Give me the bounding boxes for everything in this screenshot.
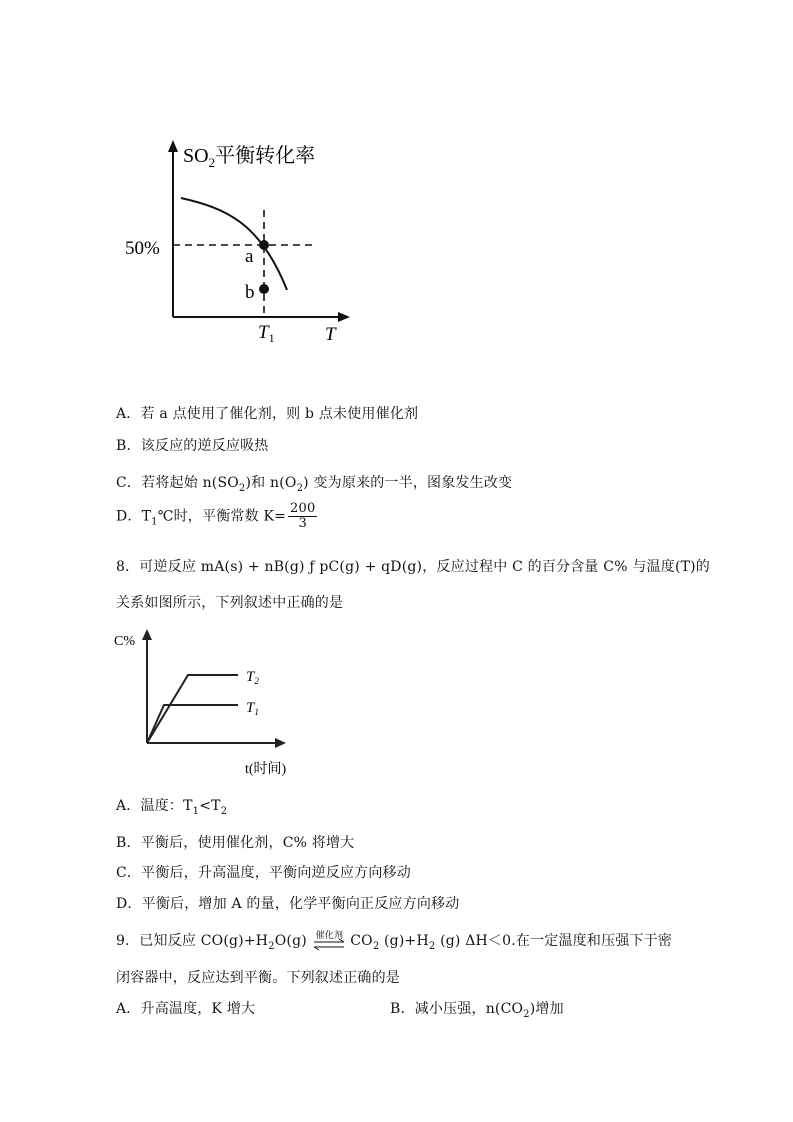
figure2-label-t1: $T_1$ xyxy=(246,700,259,717)
q8-stem-line2: 关系如图所示，下列叙述中正确的是 xyxy=(116,595,344,611)
figure1-ylabel: $SO_2$平衡转化率 xyxy=(183,145,316,170)
q9-option-a: A．升高温度，K 增大 xyxy=(116,1001,256,1017)
figure2-xlabel: t(时间) xyxy=(245,762,287,777)
reversible-arrow-with-catalyst: 催化剂 xyxy=(312,934,346,948)
q9-stem-line2: 闭容器中，反应达到平衡。下列叙述正确的是 xyxy=(116,970,400,986)
q7-option-d: D．$T_1℃$时，平衡常数 K= $\frac{200}{3}$ xyxy=(116,501,316,531)
q7-option-a: A．若 a 点使用了催化剂，则 b 点未使用催化剂 xyxy=(116,406,419,422)
q8-option-d: D．平衡后，增加 A 的量，化学平衡向正反应方向移动 xyxy=(116,896,460,912)
figure2-ylabel: C% xyxy=(114,634,135,649)
figure1-xlabel: T xyxy=(325,324,336,345)
q9-stem-line1: 9．已知反应 $CO(g)+H_2O(g)$ 催化剂 $CO_2$ $(g)+H_2$ (g) ΔH＜0.在一定温度和压强下于密 xyxy=(116,931,673,952)
figure1-xtick: $T_1$ xyxy=(258,322,275,345)
q7-option-b: B．该反应的逆反应吸热 xyxy=(116,438,269,454)
q8-option-c: C．平衡后，升高温度，平衡向逆反应方向移动 xyxy=(116,865,411,881)
equilibrium-constant-fraction: $\frac{200}{3}$ xyxy=(290,501,316,531)
c-percent-time-figure xyxy=(110,625,310,780)
so2-conversion-figure xyxy=(115,130,365,350)
point-b-label: b xyxy=(245,282,255,303)
q8-stem-line1: 8．可逆反应 mA(s) + nB(g) ƒ pC(g) + qD(g)，反应过程中 C 的百分含量 C% 与温度(T)的 xyxy=(116,559,711,575)
q7-option-c: C．若将起始 $n(SO_2)$和 $n(O_2)$ 变为原来的一半，图象发生改变 xyxy=(116,475,513,494)
figure2-label-t2: $T_2$ xyxy=(246,669,259,686)
q8-option-b: B．平衡后，使用催化剂，C% 将增大 xyxy=(116,835,355,851)
q8-option-a: A．温度：$T_1<T_2$ xyxy=(116,798,228,817)
figure1-ytick: 50% xyxy=(125,238,160,259)
q9-option-b: B．减小压强，$n(CO_2)$增加 xyxy=(390,1001,564,1020)
point-a-label: a xyxy=(245,246,254,267)
